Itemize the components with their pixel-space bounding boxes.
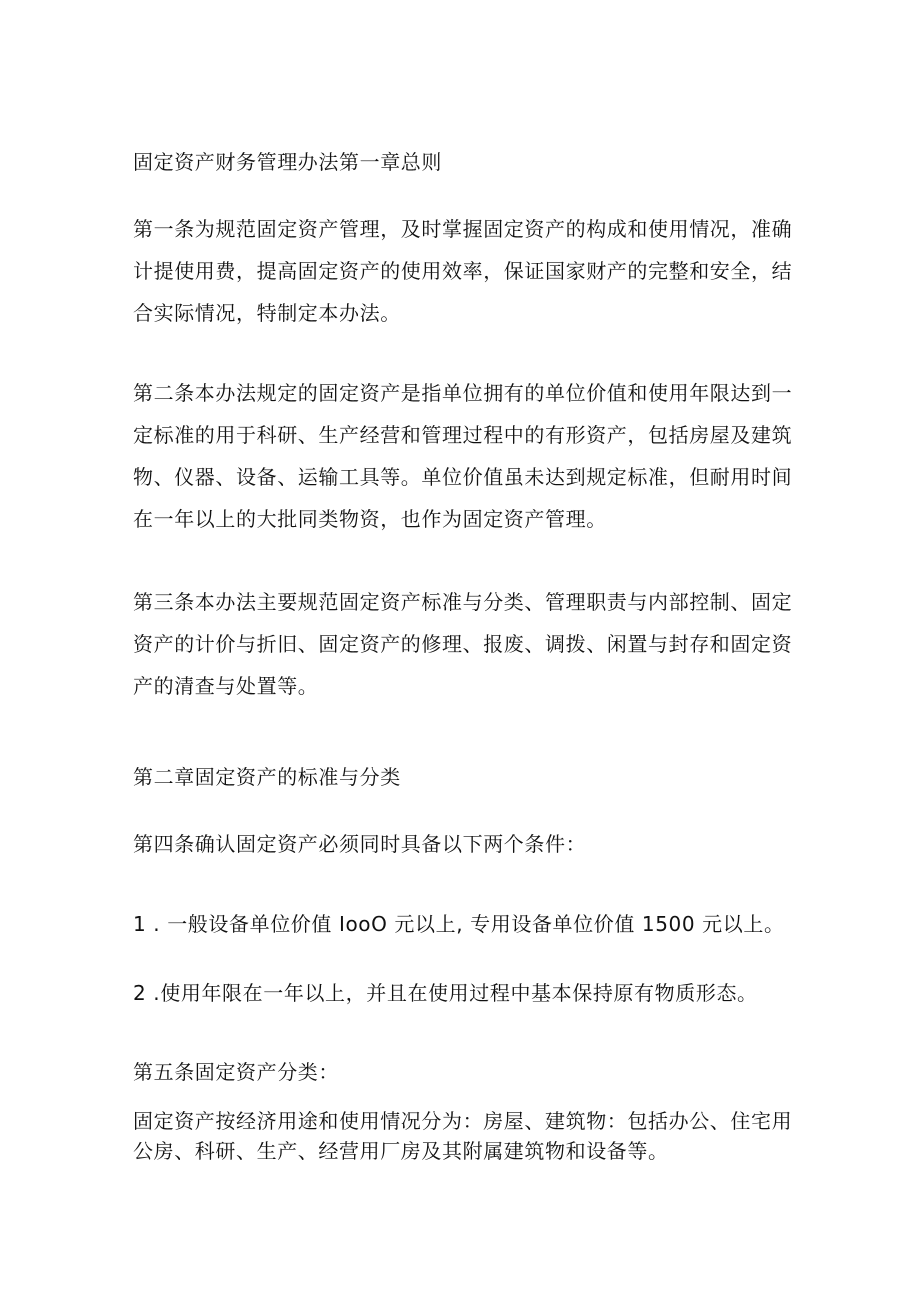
chapter-2-title: 第二章固定资产的标准与分类	[133, 765, 401, 789]
article-1: 第一条为规范固定资产管理，及时掌握固定资产的构成和使用情况，准确计提使用费，提高固定资产的使用效率，保证国家财产的完整和安全，结合实际情况，特制定本办法。	[133, 217, 793, 325]
article-3: 第三条本办法主要规范固定资产标准与分类、管理职责与内部控制、固定资产的计价与折旧、固定资产的修理、报废、调拨、闲置与封存和固定资产的清查与处置等。	[133, 590, 793, 698]
condition-1: 1 . 一般设备单位价值 IooO 元以上, 专用设备单位价值 1500 元以上。	[133, 912, 785, 936]
document-title: 固定资产财务管理办法第一章总则	[133, 150, 442, 174]
article-2: 第二条本办法规定的固定资产是指单位拥有的单位价值和使用年限达到一定标准的用于科研、生产经营和管理过程中的有形资产，包括房屋及建筑物、仪器、设备、运输工具等。单位价值虽未达到规定标准，但耐用时间在一年以上的大批同类物资，也作为固定资产管理。	[133, 381, 793, 531]
classification-paragraph: 固定资产按经济用途和使用情况分为：房屋、建筑物：包括办公、住宅用公房、科研、生产、经营用厂房及其附属建筑物和设备等。	[133, 1109, 793, 1163]
article-4: 第四条确认固定资产必须同时具备以下两个条件：	[133, 832, 587, 856]
condition-2: 2 .使用年限在一年以上，并且在使用过程中基本保持原有物质形态。	[133, 981, 758, 1005]
article-5: 第五条固定资产分类：	[133, 1060, 339, 1084]
